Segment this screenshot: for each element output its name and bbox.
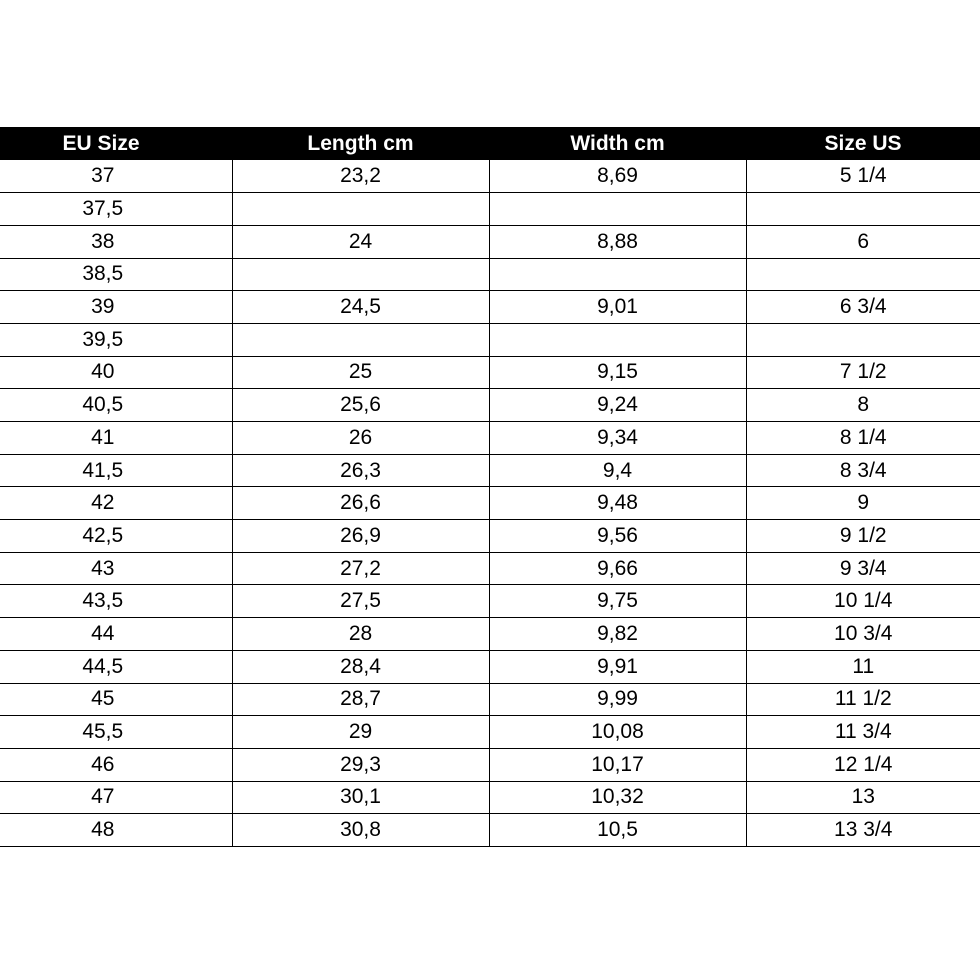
eu-size-cell: 41,5 bbox=[0, 454, 232, 487]
size-us-cell: 6 3/4 bbox=[746, 291, 980, 324]
size-chart-table bbox=[0, 127, 980, 847]
size-us-cell bbox=[746, 193, 980, 226]
eu-size-cell: 40,5 bbox=[0, 389, 232, 422]
length-cm-cell: 26,6 bbox=[232, 487, 489, 520]
length-cm-cell: 24,5 bbox=[232, 291, 489, 324]
header-row bbox=[0, 127, 980, 160]
length-cm-cell: 30,1 bbox=[232, 781, 489, 814]
width-cm-cell: 8,69 bbox=[489, 160, 746, 193]
table-row bbox=[0, 258, 980, 291]
length-cm-cell: 29,3 bbox=[232, 748, 489, 781]
header-size-us: Size US bbox=[746, 127, 980, 160]
length-cm-cell: 28,4 bbox=[232, 650, 489, 683]
eu-size-cell: 42 bbox=[0, 487, 232, 520]
width-cm-cell: 9,01 bbox=[489, 291, 746, 324]
table-row bbox=[0, 520, 980, 553]
size-us-cell: 9 3/4 bbox=[746, 552, 980, 585]
eu-size-cell: 44 bbox=[0, 618, 232, 651]
width-cm-cell: 9,99 bbox=[489, 683, 746, 716]
width-cm-cell: 10,32 bbox=[489, 781, 746, 814]
eu-size-cell: 39 bbox=[0, 291, 232, 324]
table-row bbox=[0, 585, 980, 618]
eu-size-cell: 42,5 bbox=[0, 520, 232, 553]
size-us-cell: 10 3/4 bbox=[746, 618, 980, 651]
width-cm-cell bbox=[489, 258, 746, 291]
length-cm-cell: 25 bbox=[232, 356, 489, 389]
size-us-cell: 7 1/2 bbox=[746, 356, 980, 389]
length-cm-cell: 29 bbox=[232, 716, 489, 749]
width-cm-cell: 9,34 bbox=[489, 422, 746, 455]
width-cm-cell: 9,75 bbox=[489, 585, 746, 618]
length-cm-cell: 26,9 bbox=[232, 520, 489, 553]
eu-size-cell: 43,5 bbox=[0, 585, 232, 618]
table-row bbox=[0, 618, 980, 651]
eu-size-cell: 45 bbox=[0, 683, 232, 716]
width-cm-cell: 9,4 bbox=[489, 454, 746, 487]
size-us-cell: 5 1/4 bbox=[746, 160, 980, 193]
eu-size-cell: 40 bbox=[0, 356, 232, 389]
table-row bbox=[0, 683, 980, 716]
width-cm-cell: 9,82 bbox=[489, 618, 746, 651]
size-us-cell: 10 1/4 bbox=[746, 585, 980, 618]
table-row bbox=[0, 748, 980, 781]
width-cm-cell bbox=[489, 193, 746, 226]
table-row bbox=[0, 193, 980, 226]
width-cm-cell: 10,17 bbox=[489, 748, 746, 781]
length-cm-cell: 25,6 bbox=[232, 389, 489, 422]
size-us-cell bbox=[746, 258, 980, 291]
size-us-cell: 8 1/4 bbox=[746, 422, 980, 455]
width-cm-cell: 10,5 bbox=[489, 814, 746, 847]
length-cm-cell: 26 bbox=[232, 422, 489, 455]
table-row bbox=[0, 389, 980, 422]
table-row bbox=[0, 781, 980, 814]
header-length-cm: Length cm bbox=[232, 127, 489, 160]
eu-size-cell: 47 bbox=[0, 781, 232, 814]
width-cm-cell: 10,08 bbox=[489, 716, 746, 749]
table-row bbox=[0, 454, 980, 487]
table-row bbox=[0, 356, 980, 389]
size-us-cell: 9 bbox=[746, 487, 980, 520]
table-row bbox=[0, 716, 980, 749]
size-us-cell: 11 bbox=[746, 650, 980, 683]
table-row bbox=[0, 487, 980, 520]
size-us-cell: 6 bbox=[746, 225, 980, 258]
eu-size-cell: 46 bbox=[0, 748, 232, 781]
width-cm-cell: 8,88 bbox=[489, 225, 746, 258]
eu-size-cell: 37 bbox=[0, 160, 232, 193]
table-body bbox=[0, 160, 980, 846]
table-row bbox=[0, 291, 980, 324]
size-us-cell: 8 bbox=[746, 389, 980, 422]
table-header bbox=[0, 127, 980, 160]
length-cm-cell: 30,8 bbox=[232, 814, 489, 847]
width-cm-cell bbox=[489, 323, 746, 356]
eu-size-cell: 39,5 bbox=[0, 323, 232, 356]
length-cm-cell: 27,2 bbox=[232, 552, 489, 585]
size-us-cell: 9 1/2 bbox=[746, 520, 980, 553]
eu-size-cell: 38,5 bbox=[0, 258, 232, 291]
length-cm-cell bbox=[232, 258, 489, 291]
size-us-cell: 13 bbox=[746, 781, 980, 814]
eu-size-cell: 38 bbox=[0, 225, 232, 258]
eu-size-cell: 43 bbox=[0, 552, 232, 585]
width-cm-cell: 9,66 bbox=[489, 552, 746, 585]
width-cm-cell: 9,56 bbox=[489, 520, 746, 553]
length-cm-cell bbox=[232, 323, 489, 356]
length-cm-cell: 23,2 bbox=[232, 160, 489, 193]
width-cm-cell: 9,15 bbox=[489, 356, 746, 389]
header-width-cm: Width cm bbox=[489, 127, 746, 160]
size-us-cell: 11 1/2 bbox=[746, 683, 980, 716]
length-cm-cell: 28,7 bbox=[232, 683, 489, 716]
table-row bbox=[0, 650, 980, 683]
table-row bbox=[0, 160, 980, 193]
width-cm-cell: 9,91 bbox=[489, 650, 746, 683]
table-row bbox=[0, 814, 980, 847]
table-row bbox=[0, 225, 980, 258]
eu-size-cell: 48 bbox=[0, 814, 232, 847]
eu-size-cell: 45,5 bbox=[0, 716, 232, 749]
table-row bbox=[0, 422, 980, 455]
length-cm-cell: 28 bbox=[232, 618, 489, 651]
table-row bbox=[0, 552, 980, 585]
table-row bbox=[0, 323, 980, 356]
length-cm-cell: 27,5 bbox=[232, 585, 489, 618]
size-us-cell: 11 3/4 bbox=[746, 716, 980, 749]
size-us-cell bbox=[746, 323, 980, 356]
width-cm-cell: 9,24 bbox=[489, 389, 746, 422]
size-us-cell: 12 1/4 bbox=[746, 748, 980, 781]
size-us-cell: 8 3/4 bbox=[746, 454, 980, 487]
width-cm-cell: 9,48 bbox=[489, 487, 746, 520]
length-cm-cell bbox=[232, 193, 489, 226]
length-cm-cell: 26,3 bbox=[232, 454, 489, 487]
eu-size-cell: 44,5 bbox=[0, 650, 232, 683]
eu-size-cell: 41 bbox=[0, 422, 232, 455]
eu-size-cell: 37,5 bbox=[0, 193, 232, 226]
length-cm-cell: 24 bbox=[232, 225, 489, 258]
size-us-cell: 13 3/4 bbox=[746, 814, 980, 847]
header-eu-size: EU Size bbox=[0, 127, 232, 160]
